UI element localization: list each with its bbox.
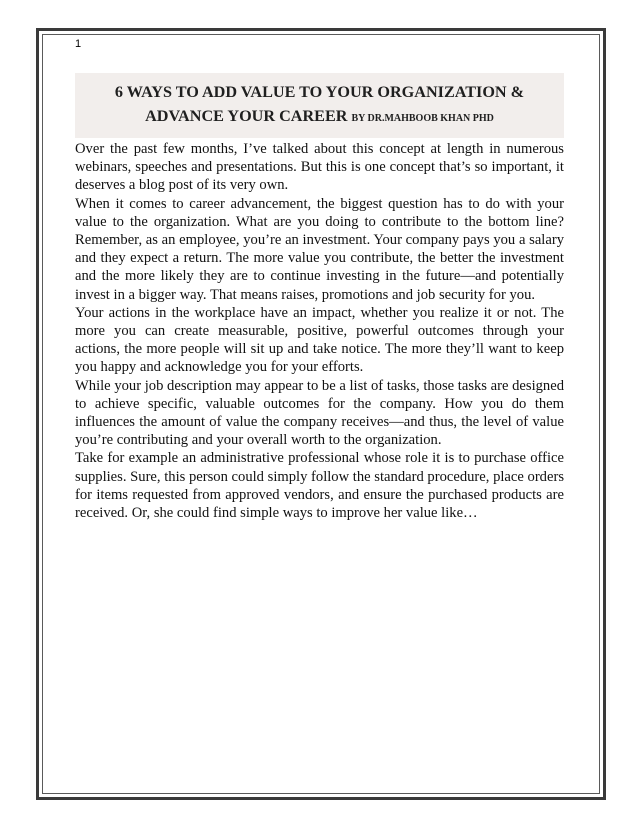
- title-line-1: 6 WAYS TO ADD VALUE TO YOUR ORGANIZATION &: [114, 83, 525, 101]
- paragraph-1: Over the past few months, I’ve talked about this concept at length in numerous webinars, speeches and presentations. But this is one concept that’s so important, it deserves a blog post of its very own.: [75, 141, 564, 194]
- paragraph-2: When it comes to career advancement, the biggest question has to do with your value to the organization. What are you doing to contribute to the bottom line? Remember, as an employee, you’re an investment. Your company pays you a salary and they expect a return. The more value you contribute, the better the investment and the more likely they are to continue investing in the future—and potentially invest in a bigger way. That means raises, promotions and job security for you.: [75, 195, 564, 303]
- title-block: [75, 73, 564, 138]
- page-number: 1: [75, 38, 82, 50]
- title-line-2: [75, 105, 564, 130]
- paragraph-5: Take for example an administrative professional whose role it is to purchase office supplies. Sure, this person could simply follow the standard procedure, place orders for items requested from approved vendors, and ensure the purchased products are received. Or, she could find simple ways to improve her value like…: [75, 450, 564, 522]
- title-line-2-text: ADVANCE YOUR CAREER: [145, 107, 348, 125]
- paragraph-4: While your job description may appear to be a list of tasks, those tasks are designed to achieve specific, valuable outcomes for the company. How you do them influences the amount of value the company receives—and thus, the level of value you’re contributing and your overall worth to the organization.: [75, 377, 564, 449]
- author-byline: BY DR.MAHBOOB KHAN PHD: [351, 113, 494, 124]
- article-body: [75, 140, 564, 522]
- paragraph-3: Your actions in the workplace have an impact, whether you realize it or not. The more you can create measurable, positive, powerful outcomes through your actions, the more people will sit up and take notice. The more they’ll want to keep you happy and acknowledge you for your efforts.: [75, 304, 564, 376]
